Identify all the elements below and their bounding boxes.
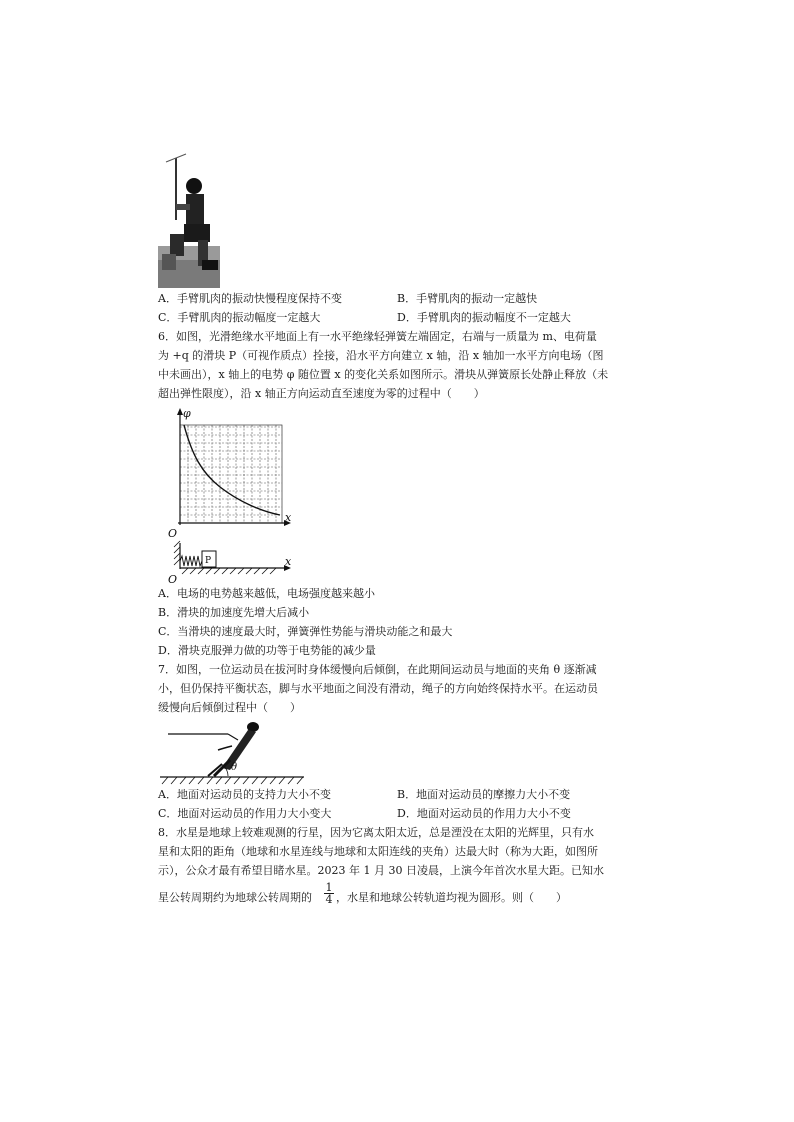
graph-grid: [180, 425, 282, 523]
q7-option-d[interactable]: D．地面对运动员的作用力大小不变: [397, 807, 571, 820]
q6-option-d[interactable]: D．滑块克服弹力做的功等于电势能的减少量: [158, 644, 376, 657]
fraction-denominator: 4: [325, 893, 333, 906]
q8-stem-line-4-after: ，水星和地球公转轨道均视为圆形。则（ ）: [336, 891, 567, 904]
q6-stem-line-1: 6．如图，光滑绝缘水平地面上有一水平绝缘轻弹簧左端固定，右端与一质量为 m、电荷量: [158, 330, 597, 343]
q6-stem-line-2: 为 +q 的滑块 P（可视作质点）拴接，沿水平方向建立 x 轴，沿 x 轴加一水平方向电场（图: [158, 349, 604, 362]
q6-stem-line-4: 超出弹性限度），沿 x 轴正方向运动直至速度为零的过程中（ ）: [158, 387, 485, 400]
rail-x-label: x: [285, 555, 292, 568]
theta-label: θ: [231, 762, 238, 773]
athlete-photo: [158, 150, 220, 288]
q7-option-a[interactable]: A．地面对运动员的支持力大小不变: [158, 788, 331, 801]
q8-stem-line-4-before: 星公转周期约为地球公转周期的: [158, 891, 312, 904]
q6-stem-line-3: 中未画出），x 轴上的电势 φ 随位置 x 的变化关系如图所示。滑块从弹簧原长处静止释放（未: [158, 368, 609, 381]
q5-option-a[interactable]: A．手臂肌肉的振动快慢程度保持不变: [158, 292, 342, 305]
fraction-numerator: 1: [325, 881, 333, 894]
q5-option-d[interactable]: D．手臂肌肉的振动幅度不一定越大: [397, 311, 571, 324]
q7-stem-line-1: 7．如图，一位运动员在拔河时身体缓慢向后倾倒，在此期间运动员与地面的夹角 θ 逐渐减: [158, 663, 597, 676]
q7-stem-line-3: 缓慢向后倾倒过程中（ ）: [158, 701, 301, 714]
q8-fraction: [324, 882, 334, 905]
q8-stem-line-1: 8．水星是地球上较难观测的行星，因为它离太阳太近，总是湮没在太阳的光辉里，只有水: [158, 826, 594, 839]
phi-axis-label: φ: [183, 407, 191, 420]
q6-option-a[interactable]: A．电场的电势越来越低，电场强度越来越小: [158, 587, 375, 600]
q5-option-b[interactable]: B．手臂肌肉的振动一定越快: [397, 292, 538, 305]
q6-option-c[interactable]: C．当滑块的速度最大时，弹簧弹性势能与滑块动能之和最大: [158, 625, 453, 638]
graph-origin: O: [168, 527, 178, 540]
rail-origin: O: [168, 573, 178, 585]
tug-of-war-figure: [158, 720, 308, 786]
q7-option-b[interactable]: B．地面对运动员的摩擦力大小不变: [397, 788, 571, 801]
q7-stem-line-2: 小，但仍保持平衡状态，脚与水平地面之间没有滑动，绳子的方向始终保持水平。在运动员: [158, 682, 598, 695]
potential-graph: [160, 405, 300, 585]
q8-stem-line-3: 示），公众才最有希望目睹水星。2023 年 1 月 30 日凌晨，上演今年首次水星大距。已知水: [158, 864, 604, 877]
q7-option-c[interactable]: C．地面对运动员的作用力大小变大: [158, 807, 332, 820]
graph-x-label: x: [285, 511, 292, 524]
q6-option-b[interactable]: B．滑块的加速度先增大后减小: [158, 606, 310, 619]
q5-option-c[interactable]: C．手臂肌肉的振动幅度一定越大: [158, 311, 321, 324]
potential-curve: [184, 425, 280, 515]
block-label: P: [205, 556, 212, 566]
q8-stem-line-2: 星和太阳的距角（地球和水星连线与地球和太阳连线的夹角）达最大时（称为大距，如图所: [158, 845, 598, 858]
